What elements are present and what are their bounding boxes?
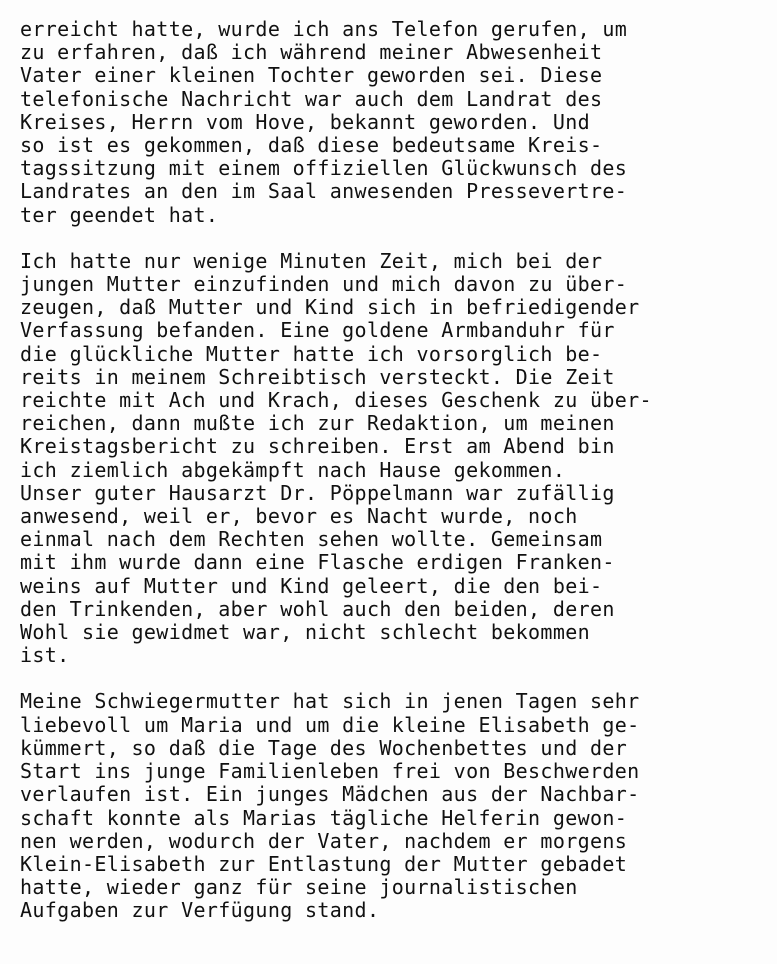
text-line: Wohl sie gewidmet war, nicht schlecht bekommen — [20, 620, 590, 645]
text-line: verlaufen ist. Ein junges Mädchen aus der Nachbar- — [20, 782, 640, 807]
text-line: einmal nach dem Rechten sehen wollte. Gemeinsam — [20, 527, 603, 552]
text-line: liebevoll um Maria und um die kleine Elisabeth ge- — [20, 712, 640, 737]
text-line: zu erfahren, daß ich während meiner Abwesenheit — [20, 40, 603, 65]
text-line: kümmert, so daß die Tage des Wochenbettes und der — [20, 735, 628, 760]
text-line: erreicht hatte, wurde ich ans Telefon gerufen, um — [20, 17, 628, 41]
text-line: Meine Schwiegermutter hat sich in jenen Tagen sehr — [20, 689, 640, 714]
text-line: jungen Mutter einzufinden und mich davon zu über- — [20, 272, 628, 297]
text-line: Kreises, Herrn vom Hove, bekannt geworden. Und — [20, 109, 590, 134]
text-line: die glückliche Mutter hatte ich vorsorglich be- — [20, 341, 603, 366]
text-line: nen werden, wodurch der Vater, nachdem er morgens — [20, 828, 628, 853]
text-line: so ist es gekommen, daß diese bedeutsame Kreis- — [20, 133, 603, 158]
text-line: schaft konnte als Marias tägliche Helferin gewon- — [20, 805, 628, 830]
text-line: Unser guter Hausarzt Dr. Pöppelmann war zufällig — [20, 480, 615, 505]
text-line: den Trinkenden, aber wohl auch den beiden, deren — [20, 596, 615, 621]
text-line: ist. — [20, 643, 70, 668]
text-line: Aufgaben zur Verfügung stand. — [20, 898, 380, 923]
paragraph-2 — [20, 250, 770, 668]
text-line: Start ins junge Familienleben frei von Beschwerden — [20, 759, 640, 784]
paragraph-1 — [20, 18, 770, 227]
text-line: hatte, wieder ganz für seine journalistischen — [20, 875, 578, 900]
text-line: Vater einer kleinen Tochter geworden sei. Diese — [20, 63, 603, 88]
text-line: mit ihm wurde dann eine Flasche erdigen Franken- — [20, 550, 615, 575]
paragraph-3 — [20, 690, 770, 922]
text-line: Ich hatte nur wenige Minuten Zeit, mich bei der — [20, 248, 603, 273]
text-line: tagssitzung mit einem offiziellen Glückwunsch des — [20, 156, 628, 181]
text-line: telefonische Nachricht war auch dem Landrat des — [20, 86, 603, 111]
text-line: weins auf Mutter und Kind geleert, die den bei- — [20, 573, 603, 598]
text-line: reichte mit Ach und Krach, dieses Geschenk zu über- — [20, 388, 652, 413]
text-line: anwesend, weil er, bevor es Nacht wurde, noch — [20, 504, 578, 529]
text-line: reits in meinem Schreibtisch versteckt. Die Zeit — [20, 364, 615, 389]
text-line: Kreistagsbericht zu schreiben. Erst am Abend bin — [20, 434, 615, 459]
document-text — [20, 18, 770, 923]
text-line: zeugen, daß Mutter und Kind sich in befriedigender — [20, 295, 640, 320]
paragraph-spacer — [20, 667, 770, 690]
text-line: Klein-Elisabeth zur Entlastung der Mutter gebadet — [20, 851, 628, 876]
paragraph-spacer — [20, 227, 770, 250]
text-line: reichen, dann mußte ich zur Redaktion, um meinen — [20, 411, 615, 436]
text-line: Landrates an den im Saal anwesenden Pressevertre- — [20, 179, 628, 204]
text-line: ter geendet hat. — [20, 202, 219, 227]
text-line: ich ziemlich abgekämpft nach Hause gekommen. — [20, 457, 566, 482]
text-line: Verfassung befanden. Eine goldene Armbanduhr für — [20, 318, 615, 343]
